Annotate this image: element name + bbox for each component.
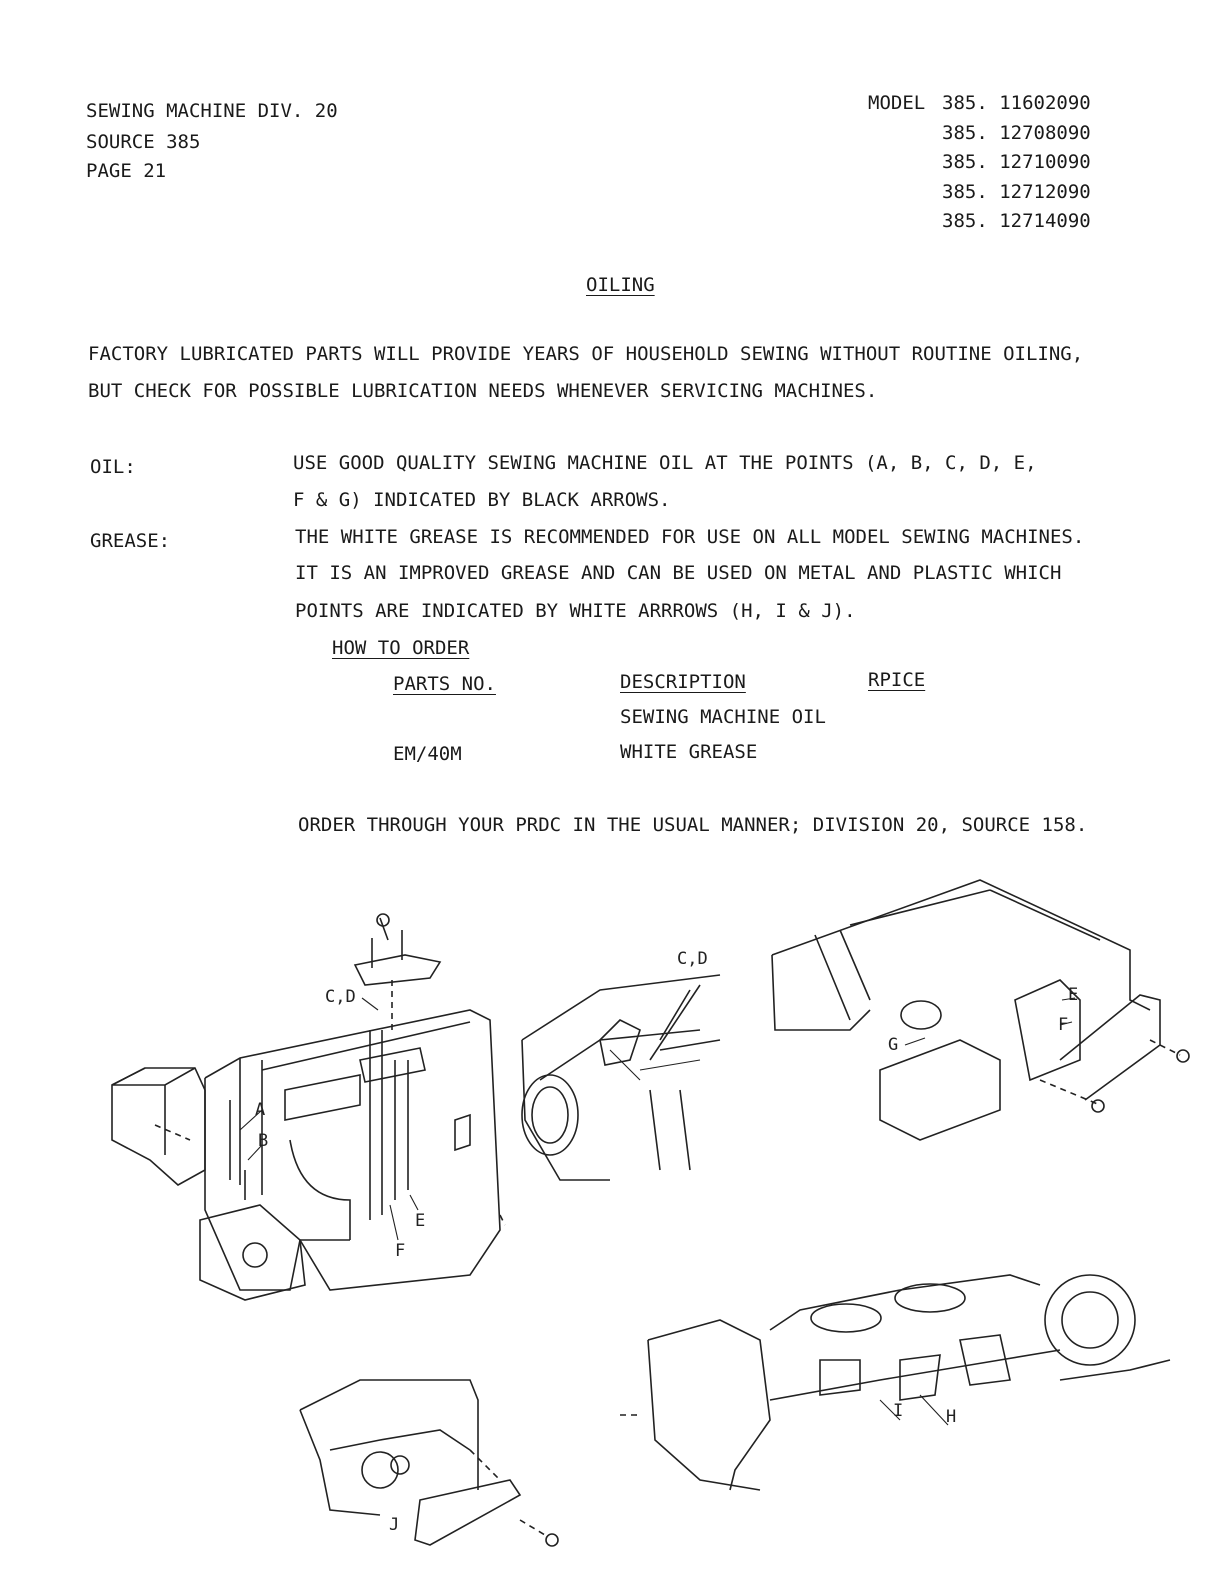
- column-header-parts-no: PARTS NO.: [393, 673, 496, 695]
- figure-base-view: [772, 880, 1189, 1140]
- point-label-cd: C,D: [677, 949, 708, 969]
- header-page: PAGE 21: [86, 160, 167, 182]
- order-row-description: WHITE GREASE: [620, 741, 758, 763]
- model-number: 385. 12712090: [942, 181, 1091, 203]
- point-label-b: B: [258, 1131, 269, 1151]
- grease-text-line: IT IS AN IMPROVED GREASE AND CAN BE USED ON METAL AND PLASTIC WHICH: [295, 562, 1062, 584]
- oil-text-line: F & G) INDICATED BY BLACK ARROWS.: [293, 489, 671, 511]
- point-label-e: E: [1068, 985, 1079, 1005]
- intro-line: FACTORY LUBRICATED PARTS WILL PROVIDE YEARS OF HOUSEHOLD SEWING WITHOUT ROUTINE OILING,: [88, 343, 1084, 365]
- order-heading: HOW TO ORDER: [332, 637, 470, 659]
- oil-text-line: USE GOOD QUALITY SEWING MACHINE OIL AT THE POINTS (A, B, C, D, E,: [293, 452, 1037, 474]
- point-label-e: E: [415, 1211, 426, 1231]
- figure-top-view: [620, 1275, 1170, 1490]
- grease-text-line: POINTS ARE INDICATED BY WHITE ARRROWS (H, I & J).: [295, 600, 856, 622]
- page-title: OILING: [586, 274, 655, 296]
- model-number: 385. 11602090: [942, 92, 1091, 114]
- figure-bobbin-cover: [300, 1380, 558, 1546]
- point-label-a: A: [255, 1100, 266, 1120]
- order-row-description: SEWING MACHINE OIL: [620, 706, 826, 728]
- model-number: 385. 12708090: [942, 122, 1091, 144]
- point-label-f: F: [1058, 1015, 1069, 1035]
- point-label-g: G: [888, 1035, 899, 1055]
- order-note: ORDER THROUGH YOUR PRDC IN THE USUAL MANNER; DIVISION 20, SOURCE 158.: [298, 814, 1088, 836]
- figure-front-view: [112, 914, 505, 1300]
- header-division: SEWING MACHINE DIV. 20: [86, 100, 338, 122]
- column-header-description: DESCRIPTION: [620, 671, 746, 693]
- point-label-i: I: [893, 1401, 904, 1421]
- order-row-parts-no: EM/40M: [393, 743, 462, 765]
- model-label: MODEL: [868, 92, 926, 114]
- grease-label: GREASE:: [90, 530, 171, 552]
- model-number: 385. 12710090: [942, 151, 1091, 173]
- intro-line: BUT CHECK FOR POSSIBLE LUBRICATION NEEDS WHENEVER SERVICING MACHINES.: [88, 380, 878, 402]
- oil-label: OIL:: [90, 456, 136, 478]
- model-number: 385. 12714090: [942, 210, 1091, 232]
- column-header-price: RPICE: [868, 669, 926, 691]
- point-label-h: H: [946, 1407, 957, 1427]
- point-label-cd: C,D: [325, 987, 356, 1007]
- grease-text-line: THE WHITE GREASE IS RECOMMENDED FOR USE ON ALL MODEL SEWING MACHINES.: [295, 526, 1085, 548]
- point-label-j: J: [389, 1515, 400, 1535]
- point-label-f: F: [395, 1241, 406, 1261]
- figure-needle-closeup: [522, 949, 720, 1180]
- header-source: SOURCE 385: [86, 131, 201, 153]
